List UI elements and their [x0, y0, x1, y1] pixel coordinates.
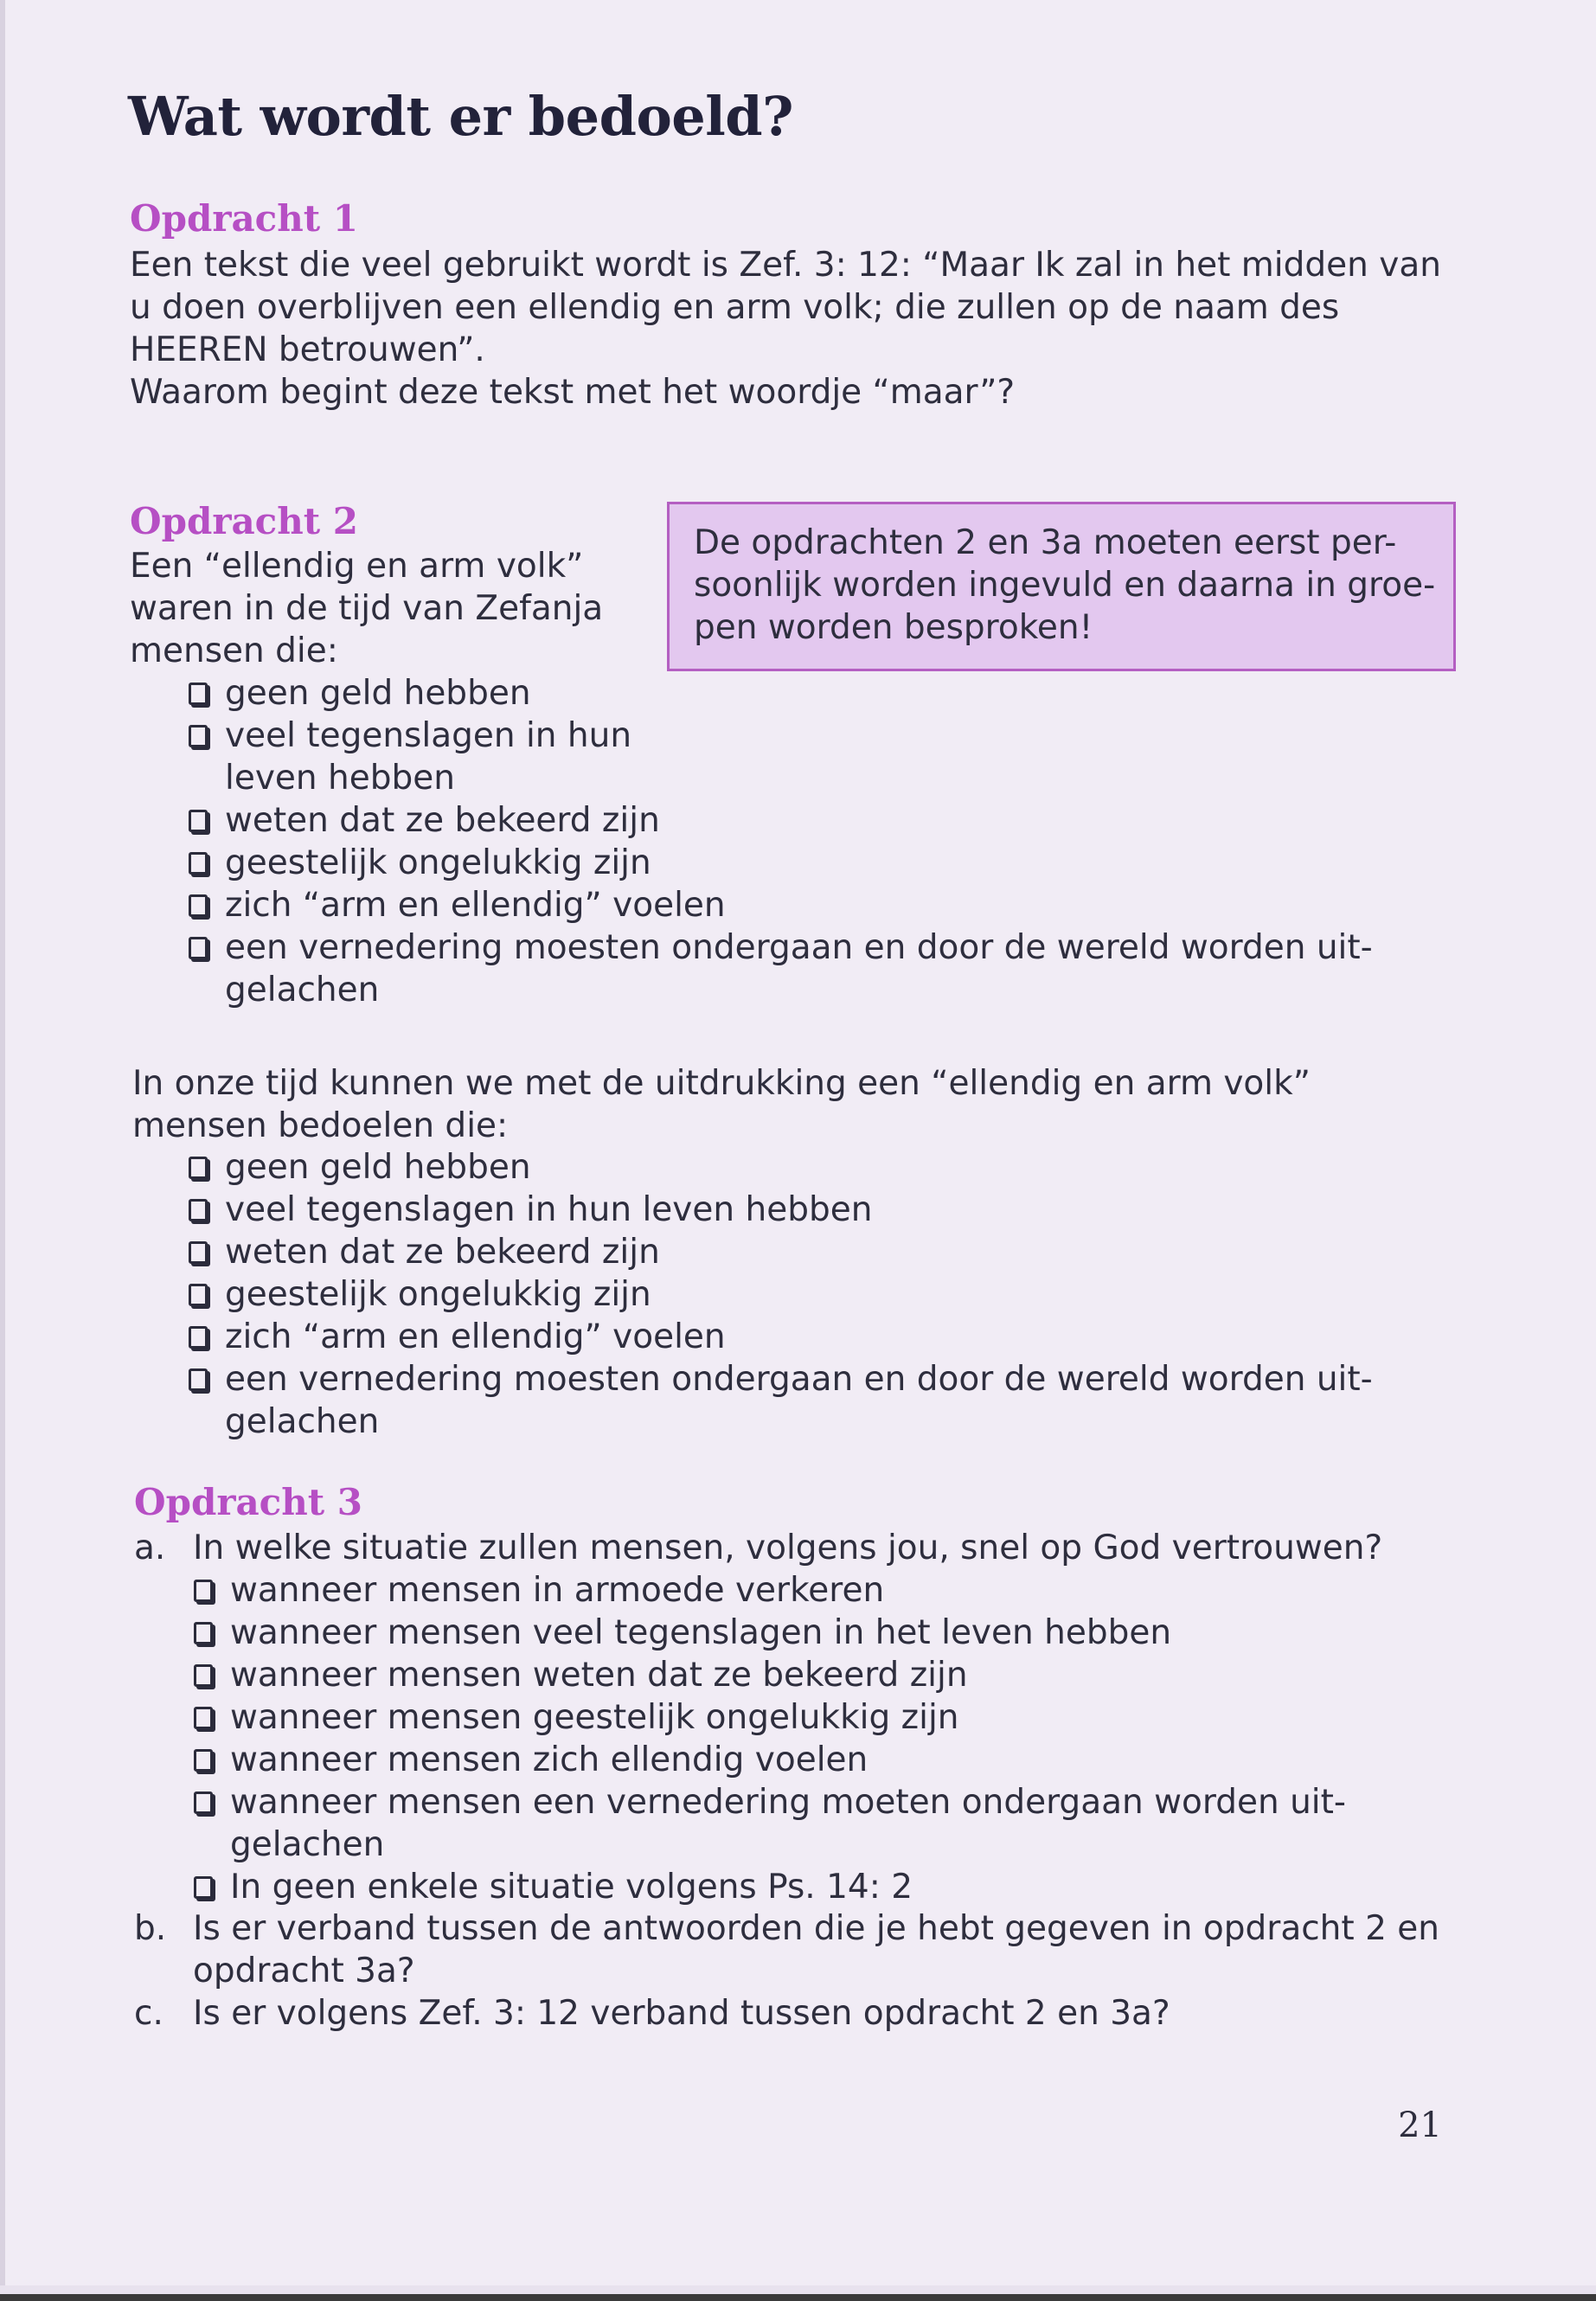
checkbox[interactable] — [194, 1664, 213, 1687]
options-past-list — [187, 672, 1373, 1011]
opdracht-3-heading: Opdracht 3 — [134, 1481, 363, 1523]
checkbox[interactable] — [194, 1749, 213, 1772]
option-item[interactable]: geen geld hebben — [187, 672, 1373, 715]
checkbox[interactable] — [189, 1368, 208, 1391]
option-item[interactable]: een vernedering moesten ondergaan en door de wereld worden uit- gelachen — [187, 1358, 1373, 1443]
checkbox[interactable] — [189, 683, 208, 705]
checkbox[interactable] — [194, 1622, 213, 1644]
option-item[interactable]: zich “arm en ellendig” voelen — [187, 1316, 1373, 1358]
checkbox[interactable] — [189, 1241, 208, 1264]
checkbox[interactable] — [194, 1580, 213, 1602]
option-item[interactable]: geestelijk ongelukkig zijn — [187, 842, 1373, 884]
page-edge — [0, 0, 5, 2301]
option-item[interactable]: wanneer mensen een vernedering moeten ondergaan worden uit- gelachen — [192, 1781, 1346, 1866]
text-line: Waarom begint deze tekst met het woordje “maar”? — [130, 373, 1016, 412]
opdracht-1-heading: Opdracht 1 — [130, 197, 359, 240]
option-item[interactable]: veel tegenslagen in hun leven hebben — [187, 715, 1373, 799]
option-item[interactable]: wanneer mensen weten dat ze bekeerd zijn — [192, 1654, 1346, 1696]
option-item[interactable]: wanneer mensen in armoede verkeren — [192, 1569, 1346, 1612]
text-line: mensen die: — [130, 631, 338, 670]
question-letter: c. — [134, 1994, 163, 2033]
question-b — [134, 1907, 1440, 1990]
text-line: HEEREN betrouwen”. — [130, 330, 485, 369]
question-text: Is er volgens Zef. 3: 12 verband tussen opdracht 2 en 3a? — [193, 1994, 1170, 2033]
checkbox[interactable] — [189, 1157, 208, 1179]
question-text: Is er verband tussen de antwoorden die je hebt gegeven in opdracht 2 en opdracht 3a? — [193, 1909, 1440, 1990]
checkbox[interactable] — [194, 1791, 213, 1814]
option-item[interactable]: weten dat ze bekeerd zijn — [187, 1231, 1373, 1273]
instruction-callout — [667, 502, 1456, 671]
options-today-list — [187, 1146, 1373, 1443]
option-item[interactable]: geestelijk ongelukkig zijn — [187, 1273, 1373, 1316]
question-letter: a. — [134, 1529, 166, 1567]
opdracht-2-heading: Opdracht 2 — [130, 500, 359, 542]
checkbox[interactable] — [189, 725, 208, 747]
option-item[interactable]: zich “arm en ellendig” voelen — [187, 884, 1373, 926]
callout-line: soonlijk worden ingevuld en daarna in groe- — [694, 566, 1436, 605]
option-item[interactable]: geen geld hebben — [187, 1146, 1373, 1189]
text-line: waren in de tijd van Zefanja — [130, 589, 604, 628]
opdracht-2-today-text — [132, 1062, 1311, 1147]
checkbox[interactable] — [189, 894, 208, 917]
text-line: In onze tijd kunnen we met de uitdrukking een “ellendig en arm volk” — [132, 1064, 1311, 1103]
option-item[interactable]: veel tegenslagen in hun leven hebben — [187, 1189, 1373, 1231]
text-line: Een tekst die veel gebruikt wordt is Zef. 3: 12: “Maar Ik zal in het midden van — [130, 246, 1441, 285]
question-a — [134, 1527, 1383, 1569]
option-item[interactable]: wanneer mensen geestelijk ongelukkig zijn — [192, 1696, 1346, 1739]
option-item[interactable]: wanneer mensen zich ellendig voelen — [192, 1739, 1346, 1781]
callout-line: De opdrachten 2 en 3a moeten eerst per- — [694, 523, 1397, 562]
page-bottom-rule — [0, 2294, 1596, 2301]
opdracht-1-text — [130, 244, 1441, 413]
callout-line: pen worden besproken! — [694, 608, 1093, 647]
checkbox[interactable] — [189, 1284, 208, 1306]
checkbox[interactable] — [189, 937, 208, 959]
opdracht-2-intro — [130, 545, 603, 672]
option-item[interactable]: wanneer mensen veel tegenslagen in het leven hebben — [192, 1612, 1346, 1654]
checkbox[interactable] — [189, 1199, 208, 1221]
question-text: In welke situatie zullen mensen, volgens jou, snel op God vertrouwen? — [193, 1529, 1383, 1567]
text-line: Een “ellendig en arm volk” — [130, 547, 584, 586]
option-item[interactable]: weten dat ze bekeerd zijn — [187, 799, 1373, 842]
checkbox[interactable] — [189, 1326, 208, 1349]
page-title: Wat wordt er bedoeld? — [128, 85, 793, 148]
option-item[interactable]: een vernedering moesten ondergaan en door de wereld worden uit- gelachen — [187, 926, 1373, 1011]
text-line: mensen bedoelen die: — [132, 1106, 509, 1145]
option-item[interactable]: In geen enkele situatie volgens Ps. 14: 2 — [192, 1866, 1346, 1908]
opdracht-3-options — [192, 1569, 1346, 1908]
checkbox[interactable] — [189, 852, 208, 875]
checkbox[interactable] — [194, 1707, 213, 1729]
question-c — [134, 1992, 1170, 2035]
checkbox[interactable] — [194, 1876, 213, 1899]
question-letter: b. — [134, 1909, 167, 1948]
checkbox[interactable] — [189, 810, 208, 832]
text-line: u doen overblijven een ellendig en arm volk; die zullen op de naam des — [130, 288, 1340, 327]
page-bottom-band — [0, 2285, 1596, 2294]
page-number: 21 — [1398, 2106, 1442, 2145]
